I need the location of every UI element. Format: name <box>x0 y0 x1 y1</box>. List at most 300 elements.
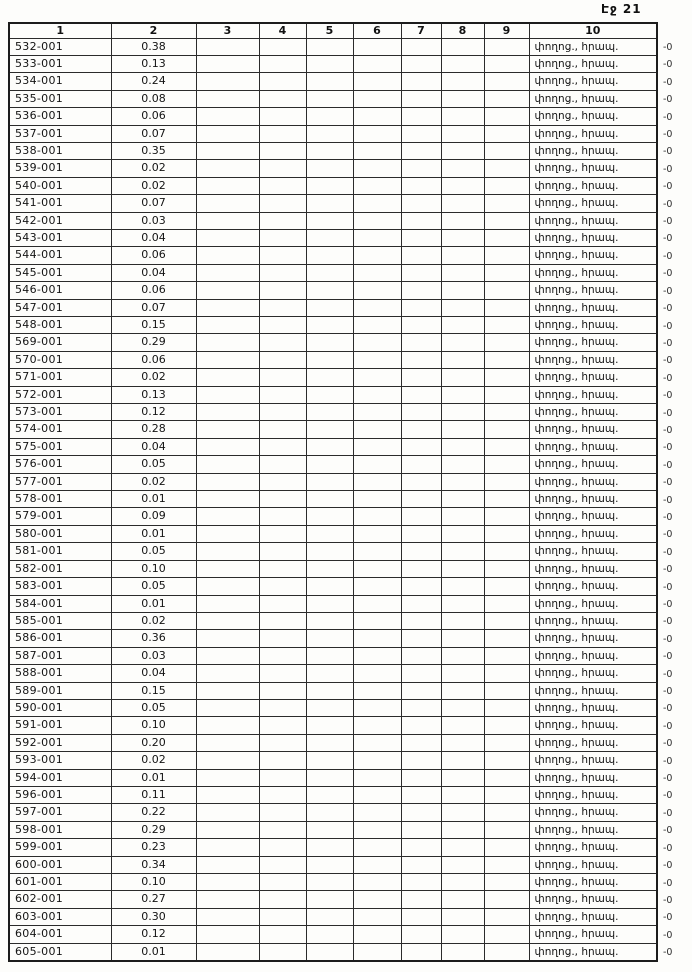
row-code-cell: 601-001 <box>9 874 111 891</box>
empty-cell <box>353 630 401 647</box>
empty-cell <box>441 612 484 629</box>
empty-cell <box>259 334 306 351</box>
empty-cell <box>401 699 441 716</box>
row-code-cell: 577-001 <box>9 473 111 490</box>
row-note-cell: փողոց., հրապ. <box>529 334 657 351</box>
empty-cell <box>259 821 306 838</box>
empty-cell <box>259 908 306 925</box>
empty-cell <box>259 560 306 577</box>
row-value-cell: 0.06 <box>111 351 196 368</box>
empty-cell <box>259 421 306 438</box>
empty-cell <box>353 108 401 125</box>
table-row <box>9 926 657 943</box>
empty-cell <box>441 560 484 577</box>
empty-cell <box>484 438 529 455</box>
row-code-cell: 532-001 <box>9 38 111 55</box>
empty-cell <box>484 421 529 438</box>
empty-cell <box>306 299 353 316</box>
empty-cell <box>401 108 441 125</box>
empty-cell <box>306 473 353 490</box>
empty-cell <box>401 874 441 891</box>
empty-cell <box>484 317 529 334</box>
column-header-5: 5 <box>306 23 353 38</box>
row-code-cell: 597-001 <box>9 804 111 821</box>
empty-cell <box>484 212 529 229</box>
row-value-cell: 0.07 <box>111 299 196 316</box>
empty-cell <box>306 125 353 142</box>
empty-cell <box>441 926 484 943</box>
row-value-cell: 0.15 <box>111 682 196 699</box>
edge-cutoff-mark: -0 <box>663 842 673 854</box>
empty-cell <box>196 334 259 351</box>
empty-cell <box>484 108 529 125</box>
empty-cell <box>401 317 441 334</box>
edge-cutoff-mark: -0 <box>663 181 673 193</box>
empty-cell <box>353 926 401 943</box>
empty-cell <box>441 90 484 107</box>
empty-cell <box>353 752 401 769</box>
table-row <box>9 299 657 316</box>
empty-cell <box>196 839 259 856</box>
edge-cutoff-mark: -0 <box>663 581 673 593</box>
empty-cell <box>441 525 484 542</box>
table-row <box>9 543 657 560</box>
row-value-cell: 0.02 <box>111 612 196 629</box>
empty-cell <box>306 804 353 821</box>
empty-cell <box>484 839 529 856</box>
empty-cell <box>353 212 401 229</box>
row-note-cell: փողոց., հրապ. <box>529 786 657 803</box>
empty-cell <box>306 212 353 229</box>
empty-cell <box>259 891 306 908</box>
row-note-cell: փողոց., հրապ. <box>529 491 657 508</box>
row-note-cell: փողոց., հրապ. <box>529 247 657 264</box>
empty-cell <box>484 525 529 542</box>
empty-cell <box>353 856 401 873</box>
table-row <box>9 473 657 490</box>
row-code-cell: 587-001 <box>9 647 111 664</box>
empty-cell <box>306 421 353 438</box>
table-row <box>9 125 657 142</box>
empty-cell <box>401 229 441 246</box>
empty-cell <box>441 351 484 368</box>
empty-cell <box>401 264 441 281</box>
empty-cell <box>484 177 529 194</box>
empty-cell <box>306 160 353 177</box>
row-note-cell: փողոց., հրապ. <box>529 856 657 873</box>
table-row <box>9 282 657 299</box>
empty-cell <box>484 856 529 873</box>
edge-cutoff-mark: -0 <box>663 477 673 489</box>
empty-cell <box>441 578 484 595</box>
table-row <box>9 665 657 682</box>
empty-cell <box>353 334 401 351</box>
row-code-cell: 580-001 <box>9 525 111 542</box>
empty-cell <box>259 473 306 490</box>
row-code-cell: 589-001 <box>9 682 111 699</box>
edge-cutoff-mark: -0 <box>663 233 673 245</box>
empty-cell <box>401 734 441 751</box>
row-value-cell: 0.01 <box>111 595 196 612</box>
empty-cell <box>401 369 441 386</box>
empty-cell <box>306 874 353 891</box>
row-code-cell: 571-001 <box>9 369 111 386</box>
empty-cell <box>484 560 529 577</box>
row-note-cell: փողոց., հրապ. <box>529 142 657 159</box>
row-value-cell: 0.07 <box>111 125 196 142</box>
edge-cutoff-mark: -0 <box>663 459 673 471</box>
empty-cell <box>259 665 306 682</box>
edge-cutoff-mark: -0 <box>663 407 673 419</box>
column-header-8: 8 <box>441 23 484 38</box>
edge-cutoff-mark: -0 <box>663 668 673 680</box>
empty-cell <box>441 282 484 299</box>
empty-cell <box>196 699 259 716</box>
empty-cell <box>401 456 441 473</box>
empty-cell <box>353 943 401 961</box>
empty-cell <box>401 682 441 699</box>
row-note-cell: փողոց., հրապ. <box>529 595 657 612</box>
edge-cutoff-mark: -0 <box>663 947 673 959</box>
empty-cell <box>306 578 353 595</box>
row-note-cell: փողոց., հրապ. <box>529 351 657 368</box>
column-header-9: 9 <box>484 23 529 38</box>
empty-cell <box>353 90 401 107</box>
empty-cell <box>259 90 306 107</box>
row-value-cell: 0.28 <box>111 421 196 438</box>
empty-cell <box>259 351 306 368</box>
empty-cell <box>306 717 353 734</box>
table-row <box>9 508 657 525</box>
empty-cell <box>401 195 441 212</box>
empty-cell <box>306 90 353 107</box>
empty-cell <box>196 369 259 386</box>
empty-cell <box>259 508 306 525</box>
empty-cell <box>401 665 441 682</box>
row-value-cell: 0.38 <box>111 38 196 55</box>
empty-cell <box>441 943 484 961</box>
empty-cell <box>484 508 529 525</box>
row-note-cell: փողոց., հրապ. <box>529 473 657 490</box>
edge-cutoff-mark: -0 <box>663 355 673 367</box>
empty-cell <box>441 212 484 229</box>
row-note-cell: փողոց., հրապ. <box>529 73 657 90</box>
row-code-cell: 545-001 <box>9 264 111 281</box>
empty-cell <box>401 908 441 925</box>
empty-cell <box>196 142 259 159</box>
table-row <box>9 38 657 55</box>
row-note-cell: փողոց., հրապ. <box>529 874 657 891</box>
row-code-cell: 593-001 <box>9 752 111 769</box>
empty-cell <box>484 456 529 473</box>
empty-cell <box>353 125 401 142</box>
empty-cell <box>306 525 353 542</box>
empty-cell <box>484 247 529 264</box>
row-value-cell: 0.05 <box>111 699 196 716</box>
empty-cell <box>259 717 306 734</box>
empty-cell <box>401 525 441 542</box>
empty-cell <box>441 195 484 212</box>
empty-cell <box>259 682 306 699</box>
row-value-cell: 0.20 <box>111 734 196 751</box>
edge-cutoff-column <box>663 39 692 962</box>
empty-cell <box>353 491 401 508</box>
empty-cell <box>484 874 529 891</box>
empty-cell <box>353 142 401 159</box>
empty-cell <box>441 247 484 264</box>
row-code-cell: 570-001 <box>9 351 111 368</box>
empty-cell <box>353 73 401 90</box>
empty-cell <box>259 752 306 769</box>
empty-cell <box>196 786 259 803</box>
row-code-cell: 581-001 <box>9 543 111 560</box>
edge-cutoff-mark: -0 <box>663 633 673 645</box>
empty-cell <box>353 404 401 421</box>
empty-cell <box>401 247 441 264</box>
edge-cutoff-mark: -0 <box>663 755 673 767</box>
table-row <box>9 195 657 212</box>
empty-cell <box>259 177 306 194</box>
row-note-cell: փողոց., հրապ. <box>529 804 657 821</box>
edge-cutoff-mark: -0 <box>663 372 673 384</box>
empty-cell <box>306 386 353 403</box>
header-row <box>9 23 657 38</box>
row-note-cell: փողոց., հրապ. <box>529 177 657 194</box>
empty-cell <box>353 821 401 838</box>
empty-cell <box>306 856 353 873</box>
row-value-cell: 0.03 <box>111 647 196 664</box>
row-note-cell: փողոց., հրապ. <box>529 125 657 142</box>
empty-cell <box>401 926 441 943</box>
empty-cell <box>441 682 484 699</box>
row-code-cell: 574-001 <box>9 421 111 438</box>
row-value-cell: 0.07 <box>111 195 196 212</box>
empty-cell <box>441 804 484 821</box>
empty-cell <box>196 438 259 455</box>
column-header-3: 3 <box>196 23 259 38</box>
empty-cell <box>306 55 353 72</box>
empty-cell <box>259 769 306 786</box>
table-body <box>9 38 657 961</box>
empty-cell <box>484 717 529 734</box>
empty-cell <box>484 334 529 351</box>
empty-cell <box>401 839 441 856</box>
table-row <box>9 560 657 577</box>
empty-cell <box>196 682 259 699</box>
empty-cell <box>441 317 484 334</box>
empty-cell <box>306 752 353 769</box>
table-row <box>9 212 657 229</box>
empty-cell <box>259 195 306 212</box>
empty-cell <box>401 508 441 525</box>
empty-cell <box>306 404 353 421</box>
empty-cell <box>259 299 306 316</box>
row-value-cell: 0.13 <box>111 386 196 403</box>
empty-cell <box>306 839 353 856</box>
empty-cell <box>353 578 401 595</box>
empty-cell <box>353 786 401 803</box>
row-note-cell: փողոց., հրապ. <box>529 508 657 525</box>
empty-cell <box>306 73 353 90</box>
row-value-cell: 0.05 <box>111 543 196 560</box>
empty-cell <box>306 560 353 577</box>
row-value-cell: 0.04 <box>111 229 196 246</box>
empty-cell <box>401 769 441 786</box>
table-row <box>9 108 657 125</box>
row-code-cell: 548-001 <box>9 317 111 334</box>
empty-cell <box>306 891 353 908</box>
row-code-cell: 534-001 <box>9 73 111 90</box>
empty-cell <box>401 160 441 177</box>
edge-cutoff-mark: -0 <box>663 651 673 663</box>
empty-cell <box>484 229 529 246</box>
row-code-cell: 590-001 <box>9 699 111 716</box>
table-row <box>9 421 657 438</box>
empty-cell <box>441 334 484 351</box>
edge-cutoff-mark: -0 <box>663 773 673 785</box>
empty-cell <box>353 560 401 577</box>
edge-cutoff-mark: -0 <box>663 860 673 872</box>
row-value-cell: 0.09 <box>111 508 196 525</box>
edge-cutoff-mark: -0 <box>663 442 673 454</box>
table-row <box>9 699 657 716</box>
empty-cell <box>441 874 484 891</box>
edge-cutoff-mark: -0 <box>663 390 673 402</box>
empty-cell <box>196 195 259 212</box>
empty-cell <box>306 908 353 925</box>
empty-cell <box>484 943 529 961</box>
column-header-7: 7 <box>401 23 441 38</box>
edge-cutoff-mark: -0 <box>663 616 673 628</box>
empty-cell <box>484 578 529 595</box>
empty-cell <box>484 682 529 699</box>
row-note-cell: փողոց., հրապ. <box>529 943 657 961</box>
empty-cell <box>401 595 441 612</box>
empty-cell <box>441 752 484 769</box>
table-row <box>9 55 657 72</box>
empty-cell <box>353 421 401 438</box>
row-note-cell: փողոց., հրապ. <box>529 612 657 629</box>
empty-cell <box>196 612 259 629</box>
row-value-cell: 0.24 <box>111 73 196 90</box>
row-note-cell: փողոց., հրապ. <box>529 369 657 386</box>
empty-cell <box>401 386 441 403</box>
edge-cutoff-mark: -0 <box>663 929 673 941</box>
empty-cell <box>484 734 529 751</box>
table-row <box>9 682 657 699</box>
empty-cell <box>441 473 484 490</box>
row-code-cell: 579-001 <box>9 508 111 525</box>
empty-cell <box>484 665 529 682</box>
row-note-cell: փողոց., հրապ. <box>529 839 657 856</box>
row-code-cell: 572-001 <box>9 386 111 403</box>
column-header-1: 1 <box>9 23 111 38</box>
empty-cell <box>259 804 306 821</box>
empty-cell <box>401 891 441 908</box>
table-row <box>9 804 657 821</box>
empty-cell <box>401 543 441 560</box>
empty-cell <box>259 386 306 403</box>
row-value-cell: 0.36 <box>111 630 196 647</box>
empty-cell <box>196 821 259 838</box>
empty-cell <box>441 55 484 72</box>
empty-cell <box>196 299 259 316</box>
empty-cell <box>196 734 259 751</box>
edge-cutoff-mark: -0 <box>663 303 673 315</box>
empty-cell <box>401 212 441 229</box>
edge-cutoff-mark: -0 <box>663 511 673 523</box>
row-code-cell: 535-001 <box>9 90 111 107</box>
row-value-cell: 0.02 <box>111 473 196 490</box>
row-value-cell: 0.02 <box>111 369 196 386</box>
row-value-cell: 0.01 <box>111 943 196 961</box>
table-row <box>9 142 657 159</box>
table-row <box>9 717 657 734</box>
row-note-cell: փողոց., հրապ. <box>529 630 657 647</box>
table-row <box>9 578 657 595</box>
table-row <box>9 612 657 629</box>
empty-cell <box>353 769 401 786</box>
table-row <box>9 334 657 351</box>
column-header-2: 2 <box>111 23 196 38</box>
edge-cutoff-mark: -0 <box>663 268 673 280</box>
row-note-cell: փողոց., հրապ. <box>529 38 657 55</box>
empty-cell <box>196 73 259 90</box>
row-note-cell: փողոց., հրապ. <box>529 404 657 421</box>
empty-cell <box>259 525 306 542</box>
row-value-cell: 0.01 <box>111 491 196 508</box>
empty-cell <box>306 665 353 682</box>
row-code-cell: 537-001 <box>9 125 111 142</box>
row-note-cell: փողոց., հրապ. <box>529 195 657 212</box>
empty-cell <box>196 108 259 125</box>
empty-cell <box>441 73 484 90</box>
empty-cell <box>259 38 306 55</box>
row-note-cell: փողոց., հրապ. <box>529 525 657 542</box>
empty-cell <box>441 717 484 734</box>
empty-cell <box>441 699 484 716</box>
empty-cell <box>353 386 401 403</box>
empty-cell <box>259 282 306 299</box>
empty-cell <box>441 456 484 473</box>
empty-cell <box>484 90 529 107</box>
row-value-cell: 0.02 <box>111 177 196 194</box>
empty-cell <box>353 525 401 542</box>
row-note-cell: փողոց., հրապ. <box>529 282 657 299</box>
row-note-cell: փողոց., հրապ. <box>529 438 657 455</box>
empty-cell <box>401 612 441 629</box>
row-note-cell: փողոց., հրապ. <box>529 926 657 943</box>
row-value-cell: 0.08 <box>111 90 196 107</box>
empty-cell <box>196 926 259 943</box>
empty-cell <box>484 142 529 159</box>
empty-cell <box>306 438 353 455</box>
edge-cutoff-mark: -0 <box>663 720 673 732</box>
empty-cell <box>484 752 529 769</box>
empty-cell <box>484 699 529 716</box>
row-note-cell: փողոց., հրապ. <box>529 647 657 664</box>
row-code-cell: 591-001 <box>9 717 111 734</box>
empty-cell <box>196 351 259 368</box>
empty-cell <box>353 160 401 177</box>
empty-cell <box>259 264 306 281</box>
empty-cell <box>196 38 259 55</box>
edge-cutoff-mark: -0 <box>663 790 673 802</box>
row-value-cell: 0.15 <box>111 317 196 334</box>
empty-cell <box>196 508 259 525</box>
empty-cell <box>306 612 353 629</box>
empty-cell <box>259 612 306 629</box>
